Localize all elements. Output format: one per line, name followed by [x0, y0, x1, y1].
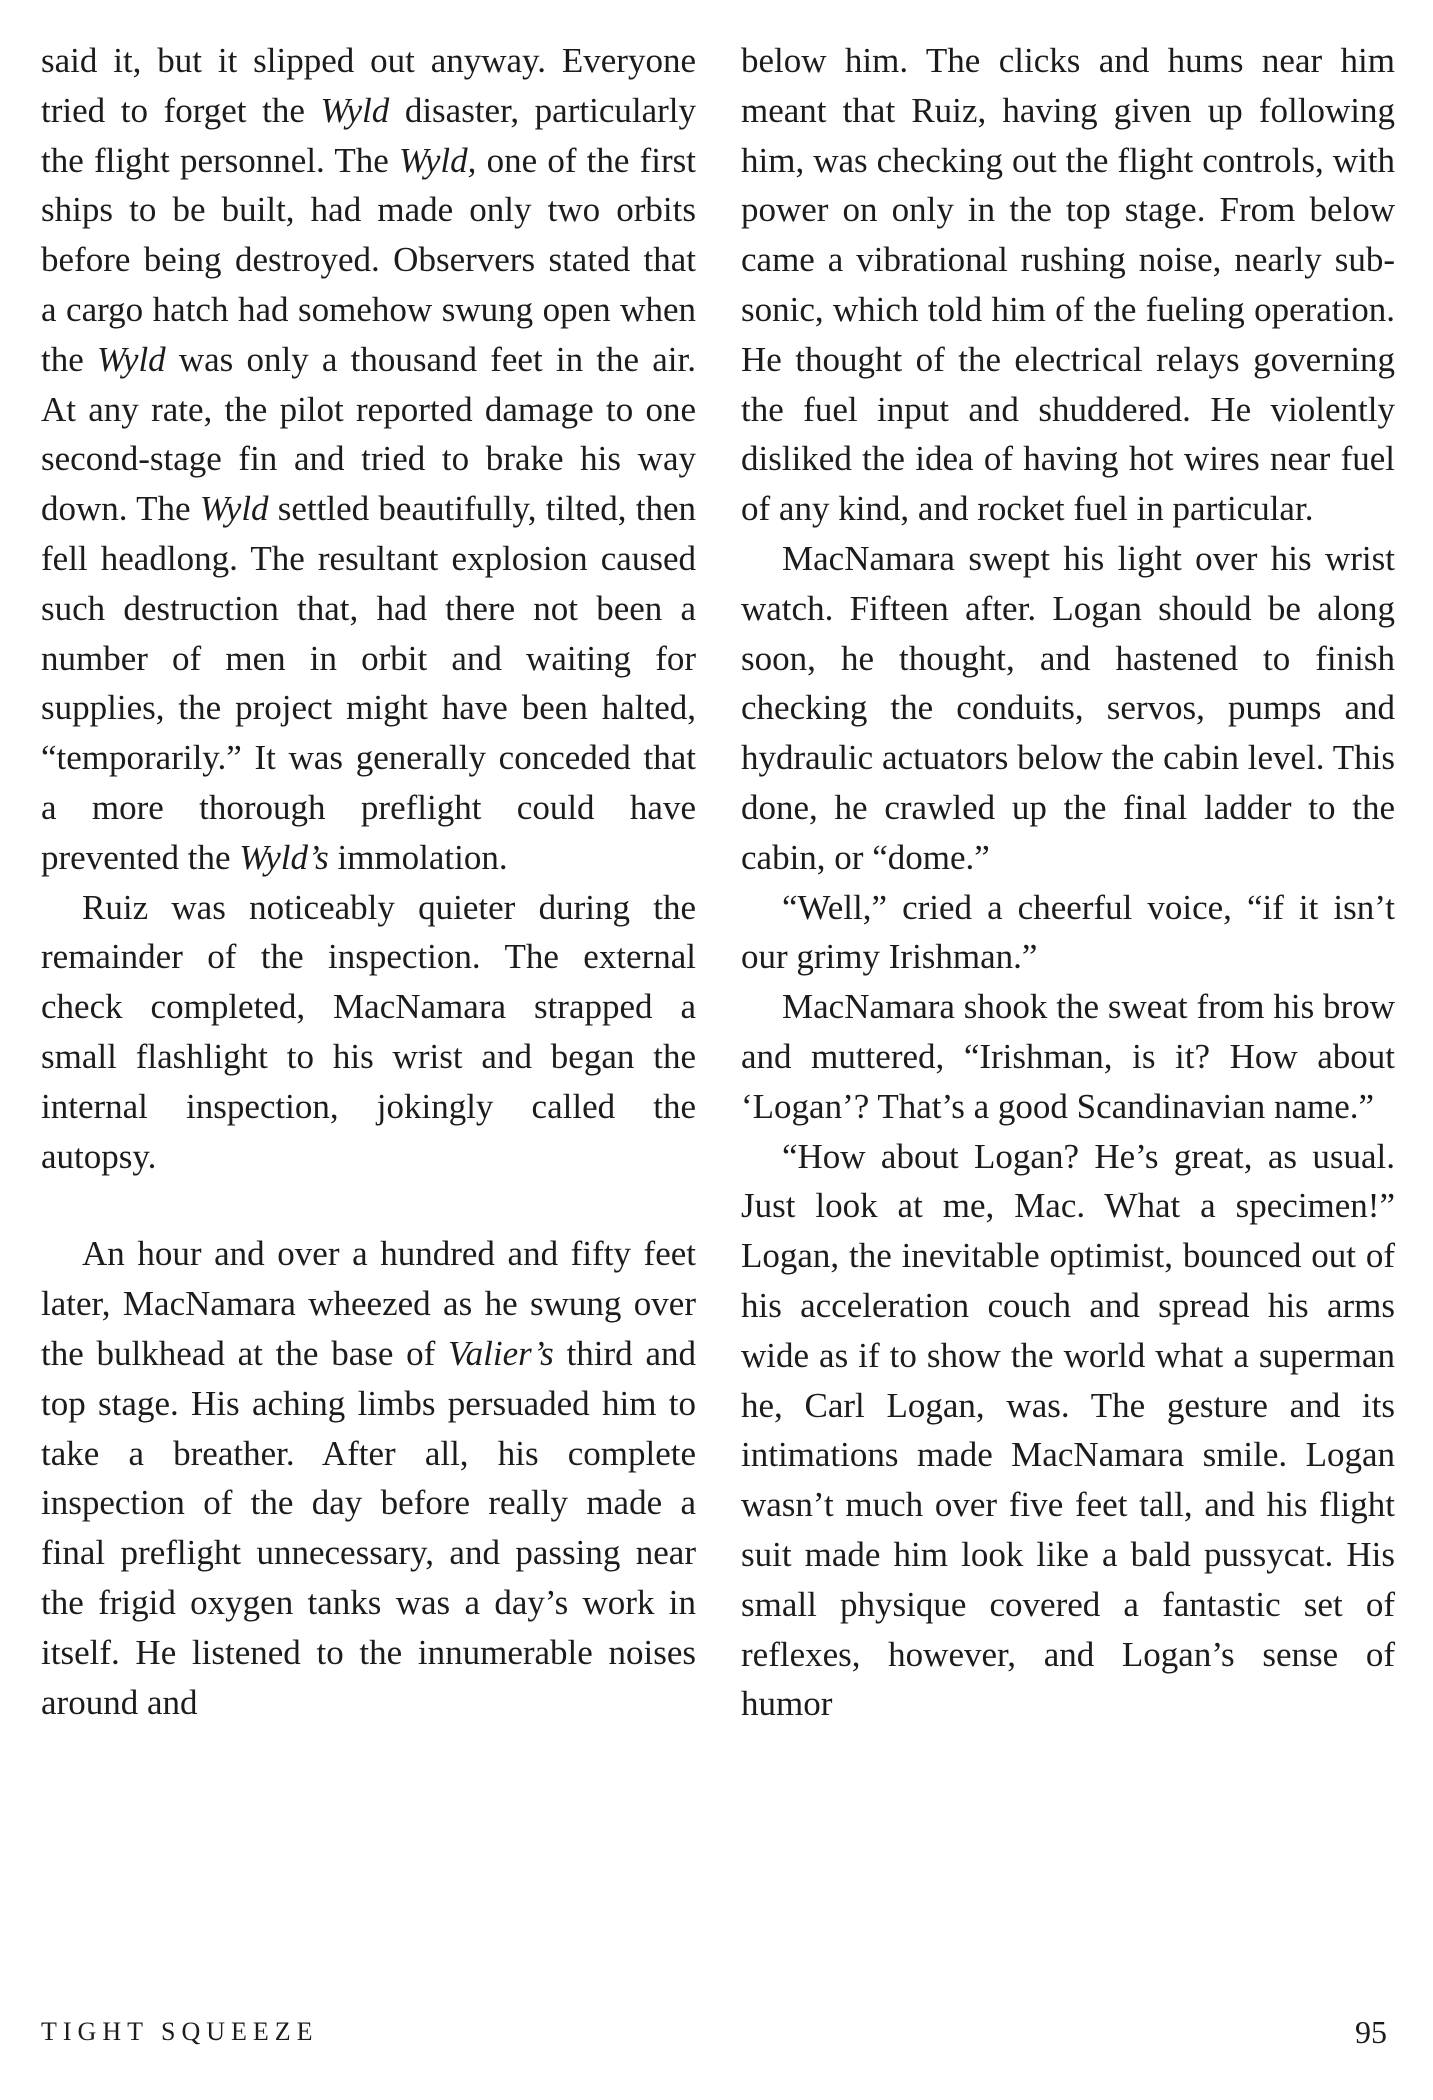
text-run: Ruiz was noticeably quieter during the remainder of the inspection. The external check completed, MacNamara strapped a small flashlight to his wrist and began the internal inspection, jokingly called the autopsy. — [41, 887, 696, 1176]
text-run: MacNamara swept his light over his wrist watch. Fifteen after. Logan should be along soon, he thought, and hastened to finish checking the conduits, servos, pumps and hydraulic actuators below the cabin level. This done, he crawled up the final ladder to the cabin, or “dome.” — [741, 538, 1395, 877]
paragraph — [41, 1229, 696, 1727]
text-run: MacNamara shook the sweat from his brow and muttered, “Irishman, is it? How about ‘Logan’? That’s a good Scandinavian name.” — [741, 987, 1395, 1126]
text-run: third and top stage. His aching limbs persuaded him to take a breather. After all, his complete inspection of the day before really made a final preflight unnecessary, and passing near the frigid oxygen tanks was a day’s work in itself. He listened to the innumerable noises around and — [41, 1333, 697, 1722]
paragraph — [41, 883, 696, 1182]
paragraph — [41, 36, 696, 883]
paragraph — [741, 883, 1395, 983]
text-run: disaster, particularly the flight personnel. The — [41, 90, 696, 180]
italic-text: Wyld, — [398, 140, 477, 180]
running-head: TIGHT SQUEEZE — [41, 2017, 319, 2046]
italic-text: Wyld — [199, 489, 269, 529]
paragraph — [741, 534, 1395, 883]
italic-text: Valier’s — [448, 1333, 554, 1373]
page-number: 95 — [1355, 2014, 1387, 2050]
paragraph — [741, 36, 1395, 534]
text-run: said it, but it slipped out anyway. Everyone tried to forget the — [41, 41, 696, 130]
text-run: “How about Logan? He’s great, as usual. Just look at me, Mac. What a specimen!” Logan, the inevitable optimist, bounced out of his acceleration couch and spread his arms wide as if to show the world what a superman he, Carl Logan, was. The gesture and its intimations made MacNamara smile. Logan wasn’t much over five feet tall, and his flight suit made him look like a bald pussycat. His small physique covered a fantastic set of reflexes, however, and Logan’s sense of humor — [741, 1136, 1395, 1724]
left-column — [41, 36, 696, 1727]
italic-text: Wyld’s — [239, 837, 329, 877]
italic-text: Wyld — [320, 90, 390, 130]
text-run: one of the first ships to be built, had made only two orbits before being destroyed. Observers stated that a cargo hatch had somehow swung open when the — [41, 140, 696, 379]
paragraph — [741, 982, 1395, 1131]
text-run: “Well,” cried a cheerful voice, “if it isn’t our grimy Irishman.” — [741, 887, 1395, 977]
text-run: below him. The clicks and hums near him meant that Ruiz, having given up following him, was checking out the flight controls, with power on only in the top stage. From below came a vibrational rushing noise, nearly subsonic, which told him of the fueling operation. He thought of the electrical relays governing the fuel input and shuddered. He violently disliked the idea of having hot wires near fuel of any kind, and rocket fuel in particular. — [741, 41, 1395, 529]
text-run: immolation. — [328, 837, 508, 877]
text-run: settled beautifully, tilted, then fell headlong. The resultant explosion caused such destruction that, had there not been a number of men in orbit and waiting for supplies, the project might have been halted, “temporarily.” It was generally conceded that a more thorough preflight could have prevented the — [41, 489, 696, 877]
italic-text: Wyld — [96, 339, 166, 379]
text-run: An hour and over a hundred and fifty feet later, MacNamara wheezed as he swung over the bulkhead at the base of — [41, 1234, 696, 1373]
paragraph — [741, 1132, 1395, 1730]
text-run: was only a thousand feet in the air. At any rate, the pilot reported damage to one second-stage fin and tried to brake his way down. The — [41, 339, 697, 529]
right-column — [741, 36, 1395, 1729]
